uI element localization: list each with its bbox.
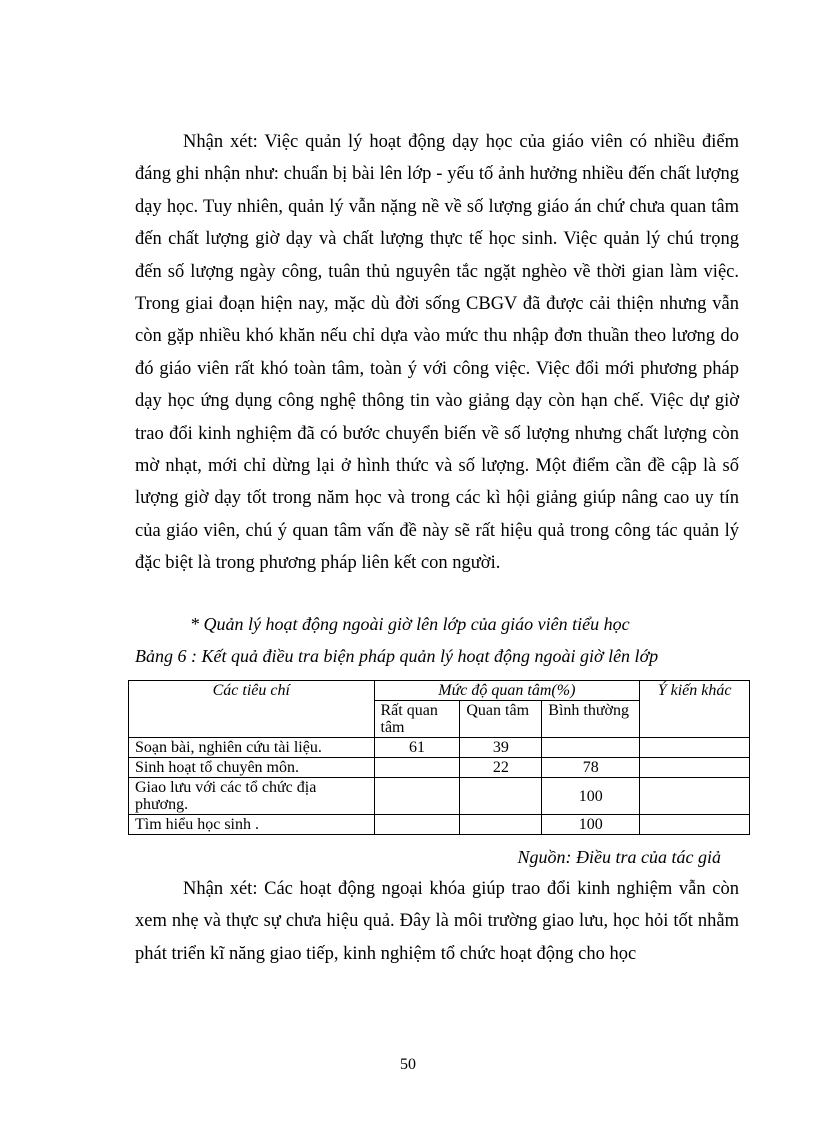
row-other (640, 738, 750, 758)
row-other (640, 815, 750, 835)
row-criteria: Giao lưu với các tổ chức địa phương. (129, 778, 375, 815)
row-care (460, 815, 542, 835)
table-row (129, 738, 750, 758)
row-very (374, 758, 460, 778)
subheader-care: Quan tâm (460, 701, 542, 738)
survey-table (128, 680, 750, 835)
paragraph-remarks-extracurricular: Nhận xét: Các hoạt động ngoại khóa giúp trao đổi kinh nghiệm vẫn còn xem nhẹ và thực sự chưa hiệu quả. Đây là môi trường giao lưu, học hỏi tốt nhằm phát triển kĩ năng giao tiếp, kinh nghiệm tổ chức hoạt động cho học (135, 879, 739, 964)
table-row (129, 778, 750, 815)
subheader-normal: Bình thường (542, 701, 640, 738)
table-source: Nguồn: Điều tra của tác giả (517, 847, 721, 867)
row-very (374, 778, 460, 815)
row-other (640, 778, 750, 815)
subheader-very: Rất quan tâm (374, 701, 460, 738)
row-very (374, 815, 460, 835)
paragraph-remarks-teaching: Nhận xét: Việc quản lý hoạt động dạy học của giáo viên có nhiều điểm đáng ghi nhận như: chuẩn bị bài lên lớp - yếu tố ảnh hưởng nhiều đến chất lượng dạy học. Tuy nhiên, quản lý vẫn nặng nề về số lượng giáo án chứ chưa quan tâm đến chất lượng giờ dạy và chất lượng thực tế học sinh. Việc quản lý chú trọng đến số lượng ngày công, tuân thủ nguyên tắc ngặt nghèo về thời gian làm việc. Trong giai đoạn hiện nay, mặc dù đời sống CBGV đã được cải thiện nhưng vẫn còn gặp nhiều khó khăn nếu chỉ dựa vào mức thu nhập đơn thuần theo lương do đó giáo viên rất khó toàn tâm, toàn ý với công việc. Việc đổi mới phương pháp dạy học ứng dụng công nghệ thông tin vào giảng dạy còn hạn chế. Việc dự giờ trao đổi kinh nghiệm đã có bước chuyển biến về số lượng nhưng chất lượng còn mờ nhạt, mới chỉ dừng lại ở hình thức và số lượng. Một điểm cần đề cập là số lượng giờ dạy tốt trong năm học và trong các kì hội giảng giúp nâng cao uy tín của giáo viên, chú ý quan tâm vấn đề này sẽ rất hiệu quả trong công tác quản lý đặc biệt là trong phương pháp liên kết con người. (135, 132, 739, 574)
row-normal: 100 (542, 778, 640, 815)
row-care (460, 778, 542, 815)
table-row (129, 815, 750, 835)
header-criteria: Các tiêu chí (129, 681, 375, 738)
page-number: 50 (400, 1056, 416, 1073)
row-very: 61 (374, 738, 460, 758)
table-header-row (129, 681, 750, 701)
table-row (129, 758, 750, 778)
row-criteria: Soạn bài, nghiên cứu tài liệu. (129, 738, 375, 758)
table-caption: Bảng 6 : Kết quả điều tra biện pháp quản lý hoạt động ngoài giờ lên lớp (135, 646, 659, 666)
header-level: Mức độ quan tâm(%) (374, 681, 640, 701)
section-subheading: * Quản lý hoạt động ngoài giờ lên lớp của giáo viên tiểu học (190, 614, 630, 634)
header-other: Ý kiến khác (640, 681, 750, 738)
row-normal: 78 (542, 758, 640, 778)
row-normal (542, 738, 640, 758)
row-criteria: Tìm hiểu học sinh . (129, 815, 375, 835)
row-other (640, 758, 750, 778)
row-criteria: Sinh hoạt tổ chuyên môn. (129, 758, 375, 778)
row-normal: 100 (542, 815, 640, 835)
row-care: 22 (460, 758, 542, 778)
row-care: 39 (460, 738, 542, 758)
